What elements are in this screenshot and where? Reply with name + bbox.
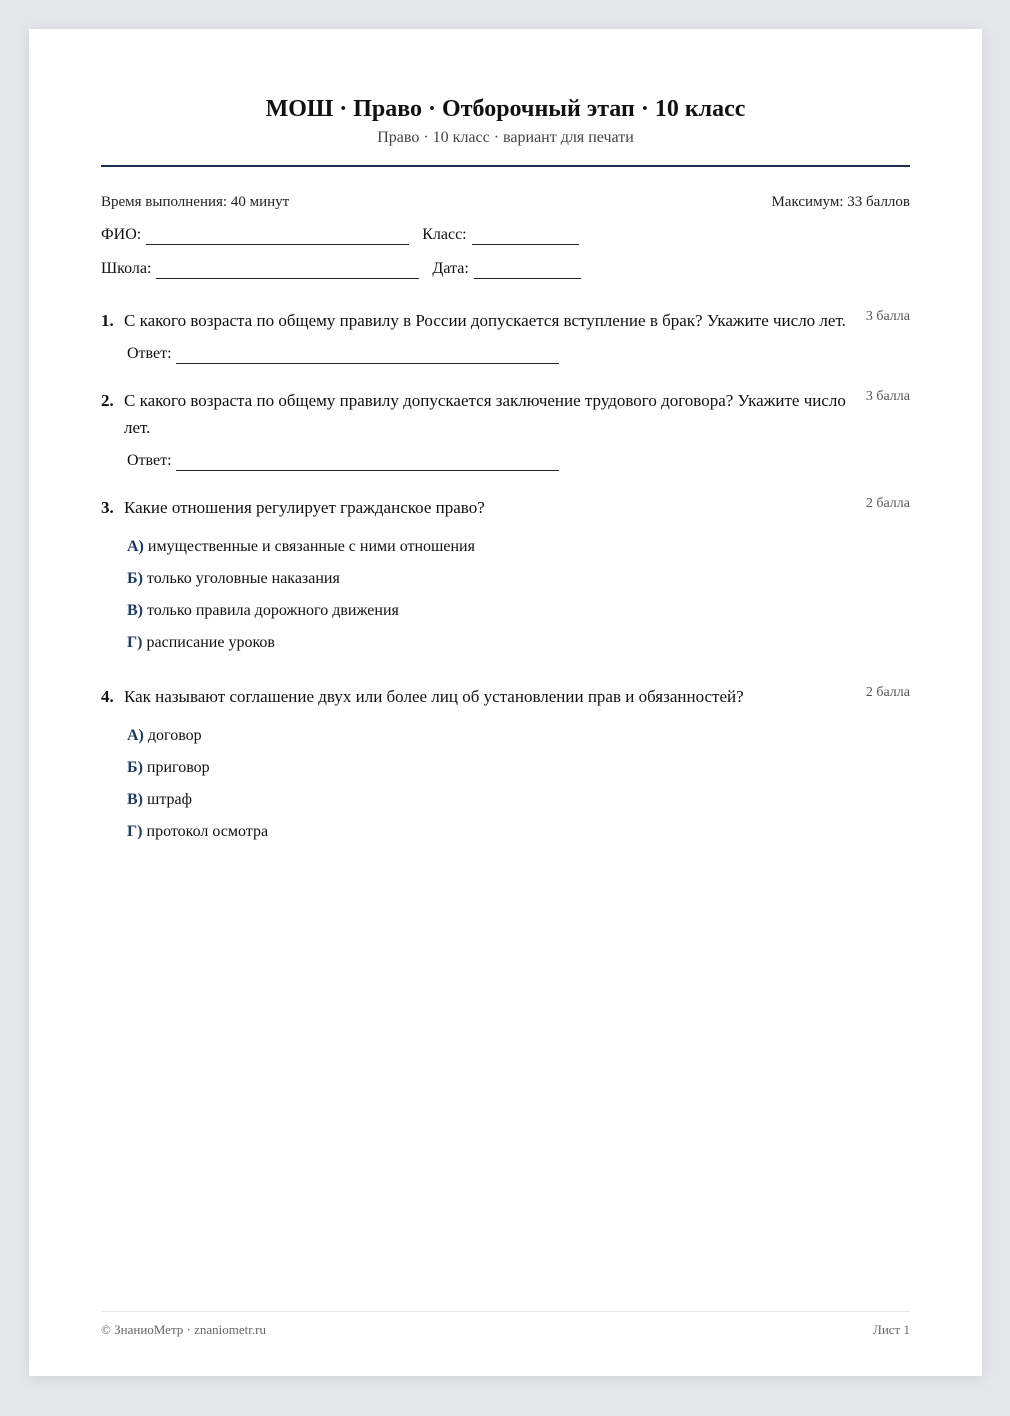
footer-copyright: © ЗнаниоМетр · znaniometr.ru (101, 1322, 266, 1337)
answer-field[interactable] (176, 347, 559, 364)
school-field[interactable] (156, 262, 419, 279)
max-score: Максимум: 33 баллов (771, 194, 910, 210)
page-title: МОШ · Право · Отборочный этап · 10 класс (265, 96, 746, 122)
school-date-row (101, 259, 910, 279)
fio-class-row (101, 225, 910, 245)
question-points: 3 балла (865, 389, 910, 404)
option-list (127, 720, 910, 848)
option-letter: В) (127, 602, 143, 619)
option-item[interactable] (127, 816, 910, 848)
answer-line (127, 451, 910, 471)
page-footer (101, 1311, 910, 1338)
page-subtitle: Право · 10 класс · вариант для печати (377, 129, 634, 146)
question-text: С какого возраста по общему правилу допускается заключение трудового договора? Укажите число лет. (124, 391, 846, 437)
option-item[interactable] (127, 720, 910, 752)
option-text: договор (147, 727, 202, 744)
question-2 (101, 387, 910, 471)
answer-line (127, 344, 910, 364)
option-letter: В) (127, 791, 143, 808)
date-field[interactable] (474, 262, 581, 279)
option-text: имущественные и связанные с ними отношения (147, 538, 475, 555)
option-item[interactable] (127, 531, 910, 563)
class-field[interactable] (472, 228, 579, 245)
option-letter: А) (127, 727, 144, 744)
option-text: приговор (146, 759, 210, 776)
question-number: 1. (101, 311, 114, 330)
option-item[interactable] (127, 627, 910, 659)
option-text: только уголовные наказания (146, 570, 340, 587)
class-label: Класс: (422, 226, 467, 243)
option-letter: Б) (127, 570, 143, 587)
header-divider (101, 165, 910, 167)
question-4 (101, 683, 910, 848)
fio-field[interactable] (146, 228, 409, 245)
answer-field[interactable] (176, 454, 559, 471)
question-1 (101, 307, 910, 364)
option-list (127, 531, 910, 659)
option-text: протокол осмотра (146, 823, 269, 840)
option-text: только правила дорожного движения (147, 602, 399, 619)
option-letter: А) (127, 538, 144, 555)
option-letter: Б) (127, 759, 143, 776)
question-text: С какого возраста по общему правилу в России допускается вступление в брак? Укажите число лет. (124, 311, 846, 330)
question-number: 4. (101, 687, 114, 706)
option-item[interactable] (127, 563, 910, 595)
option-letter: Г) (127, 634, 143, 651)
time-limit: Время выполнения: 40 минут (101, 194, 290, 210)
question-points: 2 балла (865, 496, 910, 511)
page-header (101, 29, 910, 148)
question-number: 3. (101, 498, 114, 517)
question-3 (101, 494, 910, 659)
question-points: 3 балла (865, 309, 910, 324)
question-text: Как называют соглашение двух или более лиц об установлении прав и обязанностей? (124, 687, 744, 706)
question-points: 2 балла (865, 685, 910, 700)
question-text: Какие отношения регулирует гражданское право? (124, 498, 485, 517)
option-item[interactable] (127, 595, 910, 627)
page-content (101, 29, 910, 1376)
option-letter: Г) (127, 823, 143, 840)
answer-label: Ответ: (127, 452, 172, 469)
answer-label: Ответ: (127, 345, 172, 362)
meta-row (101, 192, 910, 212)
question-number: 2. (101, 391, 114, 410)
fio-label: ФИО: (101, 226, 142, 243)
page-sheet (29, 29, 982, 1376)
option-text: штраф (147, 791, 192, 808)
option-text: расписание уроков (146, 634, 275, 651)
school-label: Школа: (101, 260, 152, 277)
option-item[interactable] (127, 784, 910, 816)
option-item[interactable] (127, 752, 910, 784)
date-label: Дата: (432, 260, 469, 277)
page-number: Лист 1 (873, 1322, 910, 1337)
